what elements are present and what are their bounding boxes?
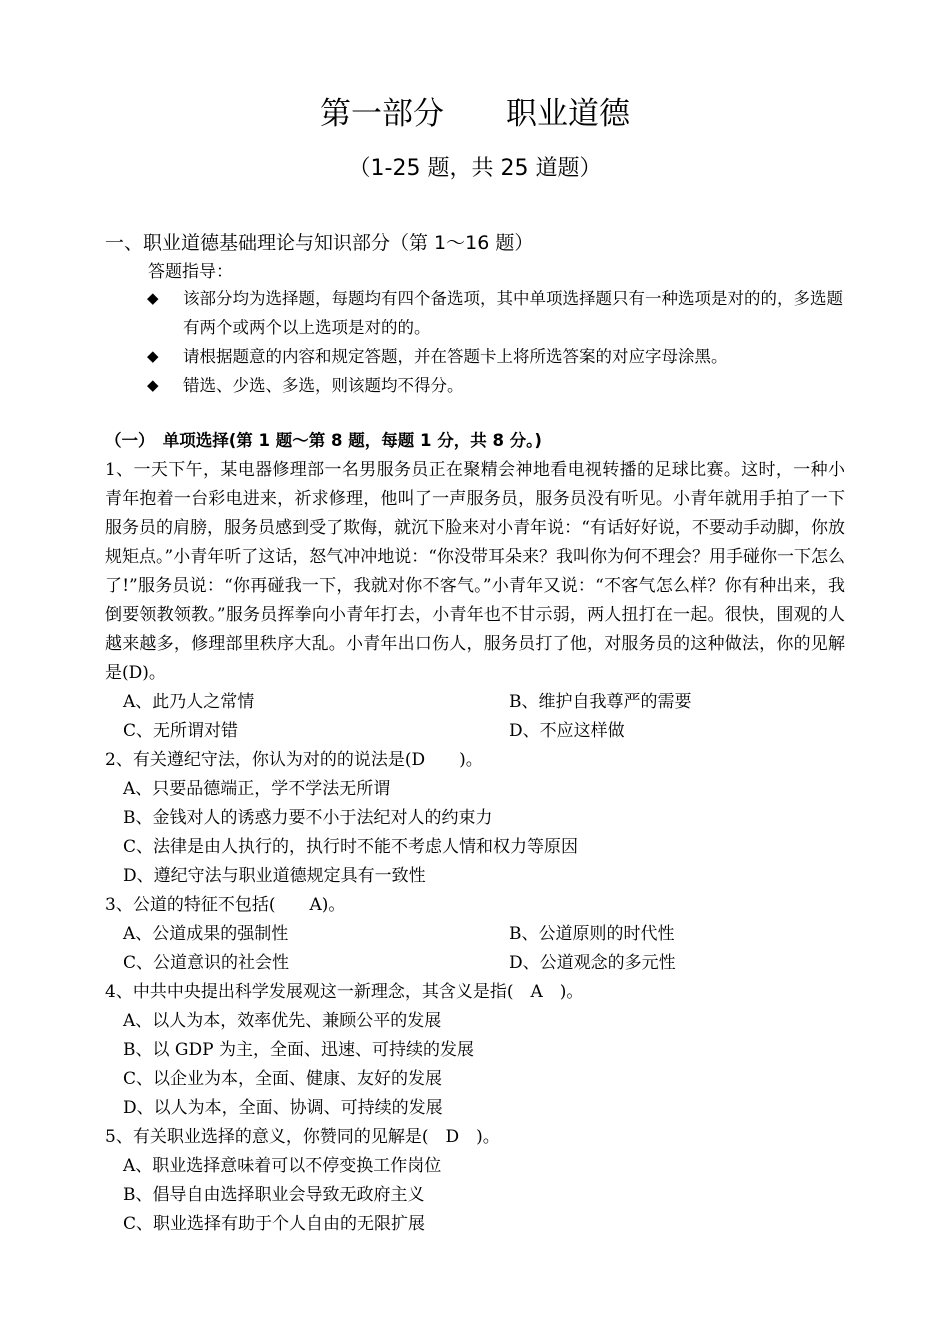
option-a: A、职业选择意味着可以不停变换工作岗位 <box>123 1156 442 1176</box>
question <box>105 978 845 1123</box>
question <box>105 456 845 746</box>
instruction-item <box>145 284 855 342</box>
option-a: A、以人为本，效率优先、兼顾公平的发展 <box>123 1011 442 1031</box>
option-c: C、无所谓对错 <box>123 721 239 741</box>
option-b: B、维护自我尊严的需要 <box>509 692 692 712</box>
option-a: A、只要品德端正，学不学法无所谓 <box>123 779 391 799</box>
question-text: 3、公道的特征不包括( A)。 <box>105 895 346 915</box>
question-text: 1、一天下午，某电器修理部一名男服务员正在聚精会神地看电视转播的足球比赛。这时，一种小青年抱着一台彩电进来，祈求修理，他叫了一声服务员，服务员没有听见。小青年就用手拍了一下服务员的肩膀，服务员感到受了欺侮，就沉下脸来对小青年说：“有话好好说，不要动手动脚，你放规矩点。”小青年听了这话，怒气冲冲地说：“你没带耳朵来？我叫你为何不理会？用手碰你一下怎么了!”服务员说：“你再碰我一下，我就对你不客气。”小青年又说：“不客气怎么样？你有种出来，我倒要领教领教。”服务员挥拳向小青年打去，小青年也不甘示弱，两人扭打在一起。很快，围观的人越来越多，修理部里秩序大乱。小青年出口伤人，服务员打了他，对服务员的这种做法，你的见解是(D)。 <box>105 460 845 683</box>
instruction-list <box>145 284 855 400</box>
option-row <box>105 717 845 746</box>
option-c: C、职业选择有助于个人自由的无限扩展 <box>123 1214 426 1234</box>
page-subtitle: （1-25 题，共 25 道题） <box>348 156 602 181</box>
option-c: C、公道意识的社会性 <box>123 953 290 973</box>
question <box>105 891 845 978</box>
option-d: D、以人为本，全面、协调、可持续的发展 <box>123 1098 443 1118</box>
question <box>105 1123 845 1239</box>
question <box>105 746 845 891</box>
option-row <box>105 920 845 949</box>
question-text: 4、中共中央提出科学发展观这一新理念，其含义是指( A )。 <box>105 982 584 1002</box>
question-text: 2、有关遵纪守法，你认为对的的说法是(D )。 <box>105 750 483 770</box>
option-d: D、遵纪守法与职业道德规定具有一致性 <box>123 866 426 886</box>
instruction-item <box>145 342 855 371</box>
option-c: C、以企业为本，全面、健康、友好的发展 <box>123 1069 443 1089</box>
instruction-text: 该部分均为选择题，每题均有四个备选项，其中单项选择题只有一种选项是对的的，多选题有两个或两个以上选项是对的的。 <box>183 289 843 337</box>
instruction-item <box>145 371 855 400</box>
option-b: B、公道原则的时代性 <box>509 924 675 944</box>
question-text: 5、有关职业选择的意义，你赞同的见解是( D )。 <box>105 1127 500 1147</box>
option-row <box>105 688 845 717</box>
option-b: B、以 GDP 为主，全面、迅速、可持续的发展 <box>123 1040 474 1060</box>
option-d: D、不应这样做 <box>509 721 625 741</box>
black-diamond-icon: ◆ <box>147 376 159 394</box>
guide-label: 答题指导： <box>148 262 233 282</box>
subsection-heading: （一） 单项选择(第 1 题～第 8 题，每题 1 分，共 8 分。) <box>105 431 542 450</box>
instruction-text: 错选、少选、多选，则该题均不得分。 <box>183 376 464 395</box>
black-diamond-icon: ◆ <box>147 347 159 365</box>
option-b: B、金钱对人的诱惑力要不小于法纪对人的约束力 <box>123 808 493 828</box>
section-heading: 一、职业道德基础理论与知识部分（第 1～16 题） <box>105 232 534 254</box>
option-row <box>105 949 845 978</box>
question-list <box>105 456 845 1239</box>
black-diamond-icon: ◆ <box>147 289 159 307</box>
instruction-text: 请根据题意的内容和规定答题，并在答题卡上将所选答案的对应字母涂黑。 <box>183 347 728 366</box>
option-a: A、此乃人之常情 <box>123 692 255 712</box>
option-b: B、倡导自由选择职业会导致无政府主义 <box>123 1185 425 1205</box>
option-c: C、法律是由人执行的，执行时不能不考虑人情和权力等原因 <box>123 837 579 857</box>
option-a: A、公道成果的强制性 <box>123 924 289 944</box>
page-title: 第一部分 职业道德 <box>320 96 630 132</box>
option-d: D、公道观念的多元性 <box>509 953 676 973</box>
